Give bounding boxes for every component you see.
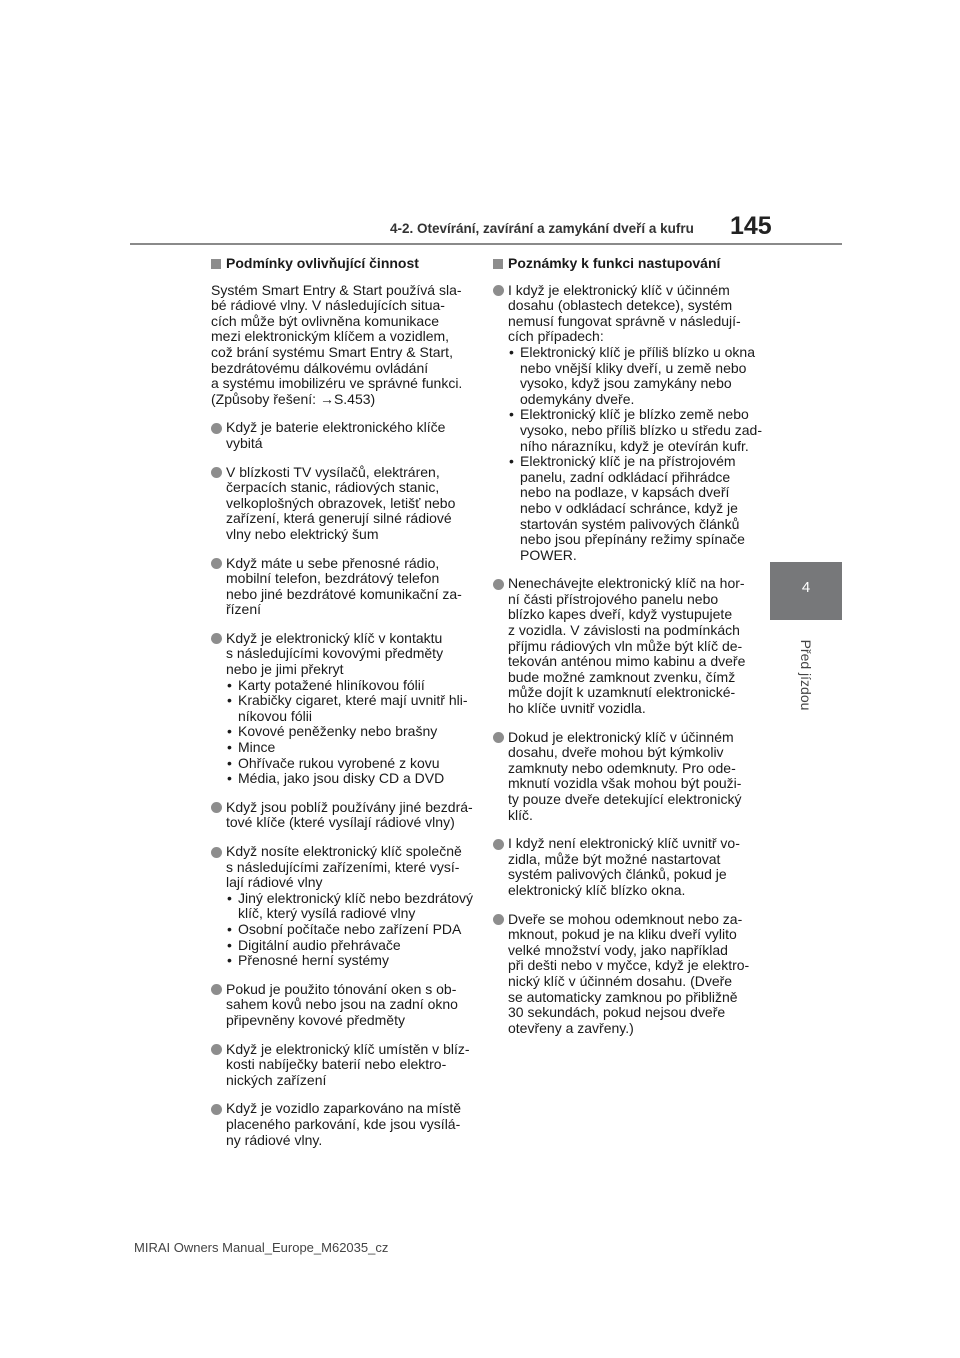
section-heading-text: Poznámky k funkci nastupování (508, 255, 721, 271)
list-item-line: nebo je jimi překryt (226, 661, 344, 678)
list-item-line: při dešti nebo v myčce, když je elektro- (508, 957, 750, 974)
condition-list (211, 420, 473, 1148)
list-item (211, 631, 473, 787)
section-header-title: 4-2. Otevírání, zavírání a zamykání dveří a kufru (390, 221, 694, 236)
left-column (211, 256, 473, 1161)
list-item-line: lají rádiové vlny (226, 874, 323, 891)
list-item-line: systém palivových článků, pokud je (508, 866, 727, 883)
list-item (211, 1101, 473, 1148)
round-bullet-icon (493, 579, 504, 590)
sub-bullet (226, 724, 473, 740)
footer-document-id: MIRAI Owners Manual_Europe_M62035_cz (134, 1240, 389, 1255)
sub-bullet-line: • Elektronický klíč je příliš blízko u okna (520, 343, 755, 360)
round-bullet-icon (211, 423, 222, 434)
round-bullet-icon (211, 847, 222, 858)
list-item-line: cích případech: (508, 328, 604, 345)
sub-bullet-line: • Karty potažené hliníkovou fólií (238, 676, 425, 693)
list-item-line: ny rádiové vlny. (226, 1131, 323, 1148)
round-bullet-icon (493, 914, 504, 925)
list-item-line: s následujícími zařízeními, které vysí- (226, 858, 460, 875)
sub-bullet (226, 740, 473, 756)
list-item-line: V blízkosti TV vysílačů, elektráren, (226, 463, 440, 480)
sub-bullet-line: nebo jsou přepínány režimy spínače (520, 531, 745, 548)
chapter-side-title (796, 630, 816, 720)
intro-line: (Způsoby řešení: →S.453) (211, 390, 376, 407)
list-item-line: připevněny kovové předměty (226, 1011, 405, 1028)
sub-bullet (226, 756, 473, 772)
sub-bullet-line: startován systém palivových článků (520, 515, 740, 532)
intro-line: Systém Smart Entry & Start používá sla- (211, 281, 462, 298)
section-heading-text: Podmínky ovlivňující činnost (226, 255, 419, 271)
list-item (493, 576, 755, 716)
sub-bullet-line: • Ohřívače rukou vyrobené z kovu (238, 754, 440, 771)
sub-bullet-line: nebo vnější kliky dveří, u země nebo (520, 359, 747, 376)
list-item (211, 1042, 473, 1089)
sub-bullet-line: • Přenosné herní systémy (238, 952, 389, 969)
list-item-line: tekován anténou mimo kabinu a dveře (508, 653, 746, 670)
list-item-line: ho klíče uvnitř vozidla. (508, 700, 646, 717)
chapter-title: Před jízdou (798, 639, 814, 711)
round-bullet-icon (211, 558, 222, 569)
list-item-line: zařízení, která generují silné rádiové (226, 510, 452, 527)
sub-bullet-line: • Osobní počítače nebo zařízení PDA (238, 920, 462, 937)
round-bullet-icon (493, 285, 504, 296)
round-bullet-icon (493, 732, 504, 743)
sub-bullet-line: • Mince (238, 739, 276, 756)
list-item-line: 30 sekundách, pokud nejsou dveře (508, 1004, 726, 1021)
sub-bullet-line: níkovou fólii (238, 707, 312, 724)
list-item-line: nebo jiné bezdrátové komunikační za- (226, 585, 462, 602)
round-bullet-icon (211, 1104, 222, 1115)
list-item-line: Dveře se mohou odemknout nebo za- (508, 910, 743, 927)
intro-line: což brání systému Smart Entry & Start, (211, 343, 453, 360)
list-item-line: může dojít k uzamknutí elektronické- (508, 684, 736, 701)
list-item-line: čerpacích stanic, rádiových stanic, (226, 479, 440, 496)
chapter-tab (770, 562, 842, 620)
list-item-line: kosti nabíječky baterií nebo elektro- (226, 1056, 447, 1073)
list-item-line: dosahu (oblastech detekce), systém (508, 297, 733, 314)
list-item-line: otevřeny a zavřeny.) (508, 1019, 634, 1036)
list-item-line: Když nosíte elektronický klíč společně (226, 843, 462, 859)
page-number: 145 (730, 212, 772, 240)
list-item-line: vlny nebo elektrický šum (226, 525, 379, 542)
list-item-line: placeného parkování, kde jsou vysílá- (226, 1115, 461, 1132)
sub-bullet-line: panelu, zadní odkládací přihrádce (520, 468, 731, 485)
list-item-line: nický klíč v účinném dosahu. (Dveře (508, 972, 733, 989)
list-item-line: zamknuty nebo odemknuty. Pro ode- (508, 759, 736, 776)
list-item-line: příjmu rádiových vln může být klíč de- (508, 637, 743, 654)
round-bullet-icon (493, 839, 504, 850)
sub-bullet (508, 345, 755, 407)
section-heading (493, 256, 755, 272)
list-item-line: řízení (226, 601, 262, 618)
list-item-line: elektronický klíč blízko okna. (508, 881, 686, 898)
list-item-line: velkoplošných obrazovek, letišť nebo (226, 494, 456, 511)
list-item-line: Když je baterie elektronického klíče (226, 419, 446, 436)
list-item-line: I když není elektronický klíč uvnitř vo- (508, 835, 740, 852)
section-heading (211, 256, 473, 272)
sub-bullet-line: vysoko, když jsou zamykány nebo (520, 375, 732, 392)
note-list (493, 281, 763, 1037)
list-item-line: Dokud je elektronický klíč v účinném (508, 728, 734, 745)
list-item-line: Když je elektronický klíč v kontaktu (226, 629, 443, 646)
list-item-line: Když je vozidlo zaparkováno na místě (226, 1100, 462, 1117)
list-item (493, 912, 755, 1037)
list-item-line: velké množství vody, jako například (508, 941, 728, 958)
list-item-line: z vozidla. V závislosti na podmínkách (508, 622, 740, 639)
chapter-number: 4 (801, 579, 811, 596)
list-item (211, 982, 473, 1029)
list-item (493, 281, 763, 564)
sub-bullet (226, 771, 473, 787)
sub-bullet (508, 406, 763, 454)
list-item-line: Když jsou poblíž používány jiné bezdrá- (226, 798, 473, 815)
square-bullet-icon (493, 259, 503, 269)
list-item-line: ní části přístrojového panelu nebo (508, 590, 719, 607)
list-item (211, 844, 473, 969)
intro-paragraph (211, 283, 473, 408)
round-bullet-icon (211, 633, 222, 644)
list-item-line: zidla, může být možné nastartovat (508, 850, 721, 867)
round-bullet-icon (211, 802, 222, 813)
sub-bullet-line: ního nárazníku, když je otevírán kufr. (520, 437, 749, 454)
list-item (211, 556, 473, 618)
list-item-line: mobilní telefon, bezdrátový telefon (226, 570, 440, 587)
sub-bullet (226, 693, 473, 724)
list-item-line: Když máte u sebe přenosné rádio, (226, 554, 440, 571)
list-item (493, 836, 755, 898)
list-item-line: mknutí vozidla však mohou být použi- (508, 775, 742, 792)
sub-bullet-line: klíč, který vysílá radiové vlny (238, 905, 416, 922)
round-bullet-icon (211, 467, 222, 478)
sub-bullet (226, 891, 473, 922)
list-item-line: ty pouze dveře detekující elektronický (508, 791, 742, 807)
intro-line: a systému imobilizéru ve správné funkci. (211, 375, 463, 392)
right-column (493, 255, 763, 1049)
sub-bullet-line: • Elektronický klíč je na přístrojovém (520, 453, 736, 470)
sub-bullet-line: nebo v odkládací schránce, když je (520, 499, 738, 516)
intro-line: bezdrátovému dálkovému ovládání (211, 359, 429, 376)
intro-line: bé rádiové vlny. V následujících situa- (211, 297, 445, 314)
list-item-line: I když je elektronický klíč v účinném (508, 281, 730, 298)
square-bullet-icon (211, 259, 221, 269)
sub-bullet-line: • Digitální audio přehrávače (238, 936, 401, 953)
list-item-line: sahem kovů nebo jsou na zadní okno (226, 996, 458, 1013)
list-item (493, 730, 755, 824)
round-bullet-icon (211, 984, 222, 995)
list-item-line: nemusí fungovat správně v následují- (508, 312, 741, 329)
intro-line: cích může být ovlivněna komunikace (211, 312, 439, 329)
intro-line: mezi elektronickým klíčem a vozidlem, (211, 328, 450, 345)
sub-bullet-line: POWER. (520, 546, 577, 563)
list-item-line: Nenechávejte elektronický klíč na hor- (508, 575, 745, 592)
list-item-line: blízko kapes dveří, když vystupujete (508, 606, 733, 623)
list-item-line: s následujícími kovovými předměty (226, 645, 444, 662)
list-item-line: Když je elektronický klíč umístěn v blíz- (226, 1040, 470, 1057)
list-item-line: tové klíče (které vysílají rádiové vlny) (226, 814, 455, 831)
sub-bullet (226, 953, 473, 969)
sub-bullet-line: nebo na podlaze, v kapsách dveří (520, 484, 730, 501)
sub-bullet (226, 678, 473, 694)
sub-bullet-line: • Kovové peněženky nebo brašny (238, 723, 438, 740)
list-item-line: se automaticky zamknou po přibližně (508, 988, 738, 1005)
sub-bullet (508, 454, 755, 563)
sub-bullet-line: • Elektronický klíč je blízko země nebo (520, 406, 749, 423)
list-item-line: klíč. (508, 806, 533, 823)
sub-bullet-line: • Krabičky cigaret, které mají uvnitř hli- (238, 692, 468, 709)
list-item-line: dosahu, dveře mohou být kýmkoliv (508, 744, 724, 761)
list-item-line: bude možné zamknout zvenku, čímž (508, 668, 736, 685)
list-item-line: mknout, pokud je na kliku dveří vylito (508, 926, 737, 943)
list-item (211, 420, 473, 451)
list-item (211, 800, 473, 831)
round-bullet-icon (211, 1044, 222, 1055)
sub-bullet (226, 922, 473, 938)
sub-bullet-line: • Jiný elektronický klíč nebo bezdrátový (238, 889, 473, 906)
sub-bullet-line: odemykány dveře. (520, 390, 635, 407)
list-item-line: Pokud je použito tónování oken s ob- (226, 980, 457, 997)
sub-bullet-line: • Média, jako jsou disky CD a DVD (238, 770, 445, 787)
header-rule (130, 243, 842, 245)
sub-bullet (226, 938, 473, 954)
sub-bullet-line: vysoko, nebo příliš blízko u středu zad- (520, 421, 763, 438)
list-item (211, 465, 473, 543)
list-item-line: vybitá (226, 434, 263, 451)
list-item-line: nických zařízení (226, 1071, 327, 1088)
